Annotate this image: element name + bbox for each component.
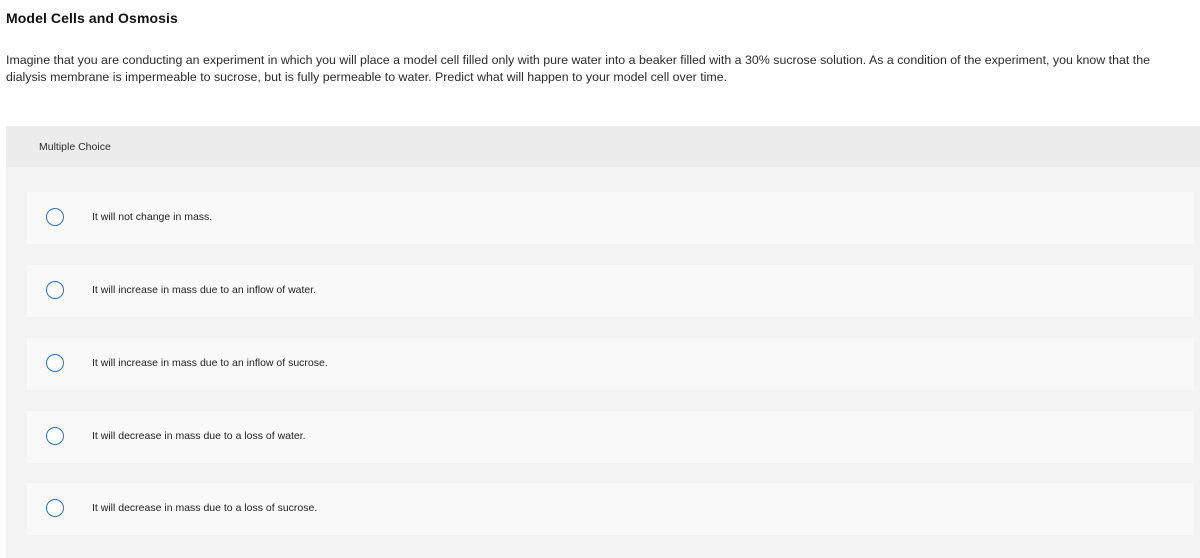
radio-button-icon[interactable]: [46, 281, 64, 299]
answer-option-label: It will decrease in mass due to a loss of sucrose.: [92, 502, 318, 514]
answer-option-label: It will increase in mass due to an inflow of sucrose.: [92, 357, 328, 369]
answer-option-label: It will not change in mass.: [92, 211, 213, 223]
multiple-choice-panel: [6, 126, 1200, 558]
answer-option-label: It will increase in mass due to an inflow of water.: [92, 284, 317, 296]
multiple-choice-header: [6, 126, 1200, 167]
radio-button-icon[interactable]: [46, 354, 64, 372]
answer-option-label: It will decrease in mass due to a loss of water.: [92, 430, 306, 442]
answer-option-5[interactable]: [27, 483, 1194, 535]
question-text: Imagine that you are conducting an experiment in which you will place a model cell filled only with pure water into a beaker filled with a 30% sucrose solution. As a condition of the experiment, you know that the dialysis membrane is impermeable to sucrose, but is fully permeable to water. Predict what will happen to your model cell over time.: [6, 53, 1151, 84]
answer-option-4[interactable]: [27, 411, 1194, 463]
answer-option-2[interactable]: [27, 265, 1194, 317]
radio-button-icon[interactable]: [46, 427, 64, 445]
radio-button-icon[interactable]: [46, 499, 64, 517]
page-title: Model Cells and Osmosis: [6, 10, 178, 26]
multiple-choice-label: Multiple Choice: [39, 141, 111, 153]
answer-option-3[interactable]: [27, 338, 1194, 390]
answer-option-1[interactable]: [27, 192, 1194, 244]
radio-button-icon[interactable]: [46, 208, 64, 226]
